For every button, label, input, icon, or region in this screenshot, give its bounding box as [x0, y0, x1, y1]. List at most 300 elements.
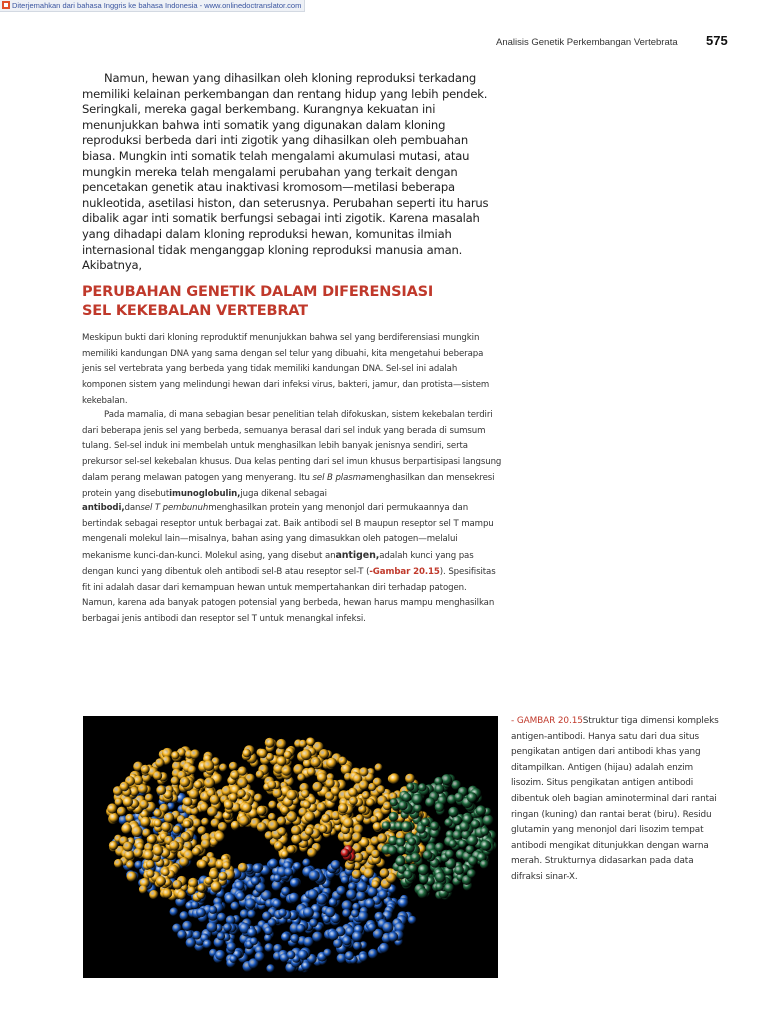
light-chain-atom — [257, 822, 267, 832]
heavy-chain-atom — [325, 907, 335, 917]
lysozyme-atom — [419, 875, 428, 884]
translator-banner-text[interactable]: Diterjemahkan dari bahasa Inggris ke bahasa Indonesia - www.onlinedoctranslator.com — [12, 1, 302, 10]
light-chain-atom — [189, 789, 200, 800]
light-chain-atom — [307, 848, 317, 858]
light-chain-atom — [140, 817, 150, 827]
light-chain-atom — [286, 790, 297, 801]
heavy-chain-atom — [382, 922, 393, 933]
heavy-chain-atom — [298, 950, 308, 960]
light-chain-atom — [371, 880, 379, 888]
light-chain-atom — [219, 764, 227, 772]
light-chain-atom — [258, 749, 267, 758]
heavy-chain-atom — [264, 927, 273, 936]
heavy-chain-atom — [180, 911, 189, 920]
page-number: 575 — [706, 33, 728, 48]
light-chain-atom — [297, 773, 305, 781]
light-chain-atom — [359, 767, 368, 776]
light-chain-atom — [183, 797, 192, 806]
heavy-chain-atom — [182, 921, 192, 931]
heavy-chain-atom — [336, 886, 346, 896]
light-chain-atom — [352, 869, 362, 879]
heavy-chain-atom — [302, 859, 310, 867]
light-chain-atom — [237, 777, 248, 788]
term-t-pembunuh: sel T pembunuh — [140, 503, 209, 513]
paragraph-3-part-3: juga dikenal sebagai — [240, 488, 327, 499]
lysozyme-atom — [460, 821, 470, 831]
term-imunoglobulin: imunoglobulin, — [169, 488, 241, 499]
light-chain-atom — [198, 860, 207, 869]
body-paragraph-1 — [82, 71, 500, 274]
heavy-chain-atom — [342, 909, 351, 918]
light-chain-atom — [218, 822, 228, 832]
light-chain-atom — [183, 820, 191, 828]
heavy-chain-atom — [293, 862, 301, 870]
lysozyme-atom — [413, 804, 422, 813]
lysozyme-atom — [445, 850, 454, 859]
light-chain-atom — [204, 777, 215, 788]
light-chain-atom — [173, 880, 183, 890]
heavy-chain-atom — [290, 878, 300, 888]
lysozyme-atom — [453, 830, 463, 840]
heavy-chain-atom — [227, 942, 237, 952]
light-chain-atom — [140, 800, 149, 809]
light-chain-atom — [291, 825, 301, 835]
light-chain-atom — [187, 887, 195, 895]
light-chain-atom — [207, 806, 218, 817]
light-chain-atom — [201, 818, 209, 826]
heavy-chain-atom — [264, 934, 272, 942]
light-chain-atom — [149, 890, 158, 899]
light-chain-atom — [205, 877, 213, 885]
heavy-chain-atom — [331, 860, 341, 870]
light-chain-atom — [132, 826, 143, 837]
light-chain-atom — [154, 809, 162, 817]
light-chain-atom — [352, 832, 362, 842]
light-chain-atom — [198, 826, 207, 835]
light-chain-atom — [146, 860, 155, 869]
light-chain-atom — [162, 868, 170, 876]
heavy-chain-atom — [203, 940, 212, 949]
light-chain-atom — [120, 782, 130, 792]
lysozyme-atom — [382, 821, 391, 830]
light-chain-atom — [188, 878, 198, 888]
lysozyme-atom — [430, 821, 439, 830]
light-chain-atom — [299, 740, 307, 748]
heavy-chain-atom — [328, 930, 338, 940]
paragraph-3-part-1: Pada mamalia, di mana sebagian besar penelitian telah difokuskan, sistem kekebalan terdiri dari beberapa jenis sel yang berbeda, semuanya berasal dari sel induk yang berada di sumsum tulang. Sel-sel induk ini membelah untuk menghasilkan lebih banyak jenisnya sendiri, serta prekursor sel-sel kekebalan khusus. Dua kelas penting dari sel imun khusus berpartisipasi langsung dalam perang melawan patogen yang menyerang. Itu — [82, 410, 502, 483]
heavy-chain-atom — [408, 916, 417, 925]
lysozyme-atom — [397, 846, 406, 855]
heavy-chain-atom — [329, 898, 338, 907]
lysozyme-atom — [435, 784, 445, 794]
heavy-chain-atom — [379, 943, 389, 953]
light-chain-atom — [380, 868, 390, 878]
heavy-chain-atom — [217, 932, 225, 940]
lysozyme-atom — [483, 815, 494, 826]
heavy-chain-atom — [356, 891, 366, 901]
heavy-chain-atom — [191, 901, 199, 909]
light-chain-atom — [124, 850, 134, 860]
heavy-chain-atom — [352, 931, 363, 942]
light-chain-atom — [277, 827, 286, 836]
light-chain-atom — [303, 801, 311, 809]
molecular-structure-image — [83, 716, 498, 978]
light-chain-atom — [317, 802, 327, 812]
light-chain-atom — [312, 782, 322, 792]
lysozyme-atom — [435, 843, 444, 852]
light-chain-atom — [121, 823, 132, 834]
light-chain-atom — [405, 774, 415, 784]
light-chain-atom — [147, 835, 156, 844]
term-antigen: antigen, — [335, 550, 380, 562]
lysozyme-atom — [418, 783, 426, 791]
light-chain-atom — [155, 758, 164, 767]
heavy-chain-atom — [312, 932, 323, 943]
light-chain-atom — [123, 797, 133, 807]
light-chain-atom — [229, 762, 238, 771]
heavy-chain-atom — [265, 943, 274, 952]
light-chain-atom — [377, 785, 386, 794]
heavy-chain-atom — [255, 952, 265, 962]
lysozyme-atom — [444, 883, 454, 893]
light-chain-atom — [281, 765, 291, 775]
light-chain-atom — [281, 806, 289, 814]
lysozyme-atom — [444, 818, 452, 826]
light-chain-atom — [126, 861, 134, 869]
lysozyme-atom — [417, 888, 428, 899]
light-chain-atom — [377, 833, 387, 843]
light-chain-atom — [231, 821, 240, 830]
lysozyme-atom — [401, 821, 412, 832]
light-chain-atom — [237, 789, 246, 798]
light-chain-atom — [303, 759, 312, 768]
heavy-chain-atom — [290, 934, 299, 943]
light-chain-atom — [162, 889, 172, 899]
lysozyme-atom — [423, 850, 433, 860]
lysozyme-atom — [441, 774, 452, 785]
paragraph-3-part-7: ). Spesifisitas fit ini adalah dasar dari kemampuan hewan untuk mempertahankan diri terhadap patogen. Namun, karena ada banyak patogen potensial yang berbeda, hewan harus mampu menghasilkan berbagai jenis antibodi dan reseptor sel T untuk menangkal infeksi. — [82, 566, 496, 624]
heavy-chain-atom — [358, 911, 369, 922]
lysozyme-atom — [388, 846, 398, 856]
light-chain-atom — [215, 832, 225, 842]
light-chain-atom — [153, 771, 162, 780]
heavy-chain-atom — [209, 906, 217, 914]
light-chain-atom — [268, 781, 277, 790]
term-b-plasma: sel B plasma — [312, 472, 367, 483]
light-chain-atom — [114, 859, 123, 868]
light-chain-atom — [171, 751, 179, 759]
lysozyme-atom — [435, 883, 443, 891]
paragraph-3-part-6: adalah kunci yang pas dengan kunci yang dibentuk oleh antibodi sel-B atau reseptor sel-T ( — [82, 551, 474, 577]
translator-banner[interactable] — [0, 0, 305, 12]
heavy-chain-atom — [365, 898, 375, 908]
light-chain-atom — [194, 780, 203, 789]
light-chain-atom — [156, 785, 166, 795]
paragraph-3-part-2: menghasilkan dan mensekresi protein yang disebut — [82, 472, 495, 499]
light-chain-atom — [273, 788, 283, 798]
lysozyme-atom — [435, 802, 445, 812]
light-chain-atom — [238, 863, 248, 873]
lysozyme-atom — [416, 824, 425, 833]
light-chain-atom — [156, 876, 166, 886]
light-chain-atom — [177, 890, 186, 899]
lysozyme-atom — [458, 840, 467, 849]
heavy-chain-atom — [341, 876, 349, 884]
heavy-chain-atom — [368, 923, 377, 932]
paragraph-1-text: Namun, hewan yang dihasilkan oleh kloning reproduksi terkadang memiliki kelainan perkembangan dan rentang hidup yang lebih pendek. Seringkali, mereka gagal berkembang. Kurangnya kekuatan ini menunjukkan bahwa inti somatik yang digunakan dalam kloning reproduksi berbeda dari inti zigotik yang dihasilkan oleh pembuahan biasa. Mungkin inti somatik telah mengalami akumulasi mutasi, atau mungkin mereka telah mengalami perubahan yang terkait dengan pencetakan genetik atau inaktivasi kromosom—metilasi beberapa nukleotida, asetilasi histon, dan seterusnya. Perubahan seperti itu harus dibalik agar inti somatik berfungsi sebagai inti zigotik. Karena masalah yang dihadapi dalam kloning reproduksi hewan, komunitas ilmiah internasional tidak menganggap kloning reproduksi manusia aman. Akibatnya, — [82, 71, 489, 273]
heavy-chain-atom — [284, 867, 293, 876]
paragraph-3-part-5: menghasilkan protein yang menonjol dari permukaannya dan bertindak sebagai reseptor untuk berbagai zat. Baik antibodi sel B maupun reseptor sel T mampu mengenali molekul lain—misalnya, bahan asing yang dimasukkan oleh patogen—melalui mekanisme kunci-dan-kunci. Molekul asing, yang disebut an — [82, 503, 494, 562]
heavy-chain-atom — [303, 907, 314, 918]
light-chain-atom — [304, 811, 315, 822]
light-chain-atom — [307, 767, 316, 776]
light-chain-atom — [338, 803, 348, 813]
light-chain-atom — [141, 765, 150, 774]
figure-reference-link[interactable]: -Gambar 20.15 — [369, 566, 440, 577]
antibody-antigen-figure — [83, 716, 498, 978]
lysozyme-atom — [480, 840, 491, 851]
light-chain-atom — [310, 757, 320, 767]
light-chain-atom — [366, 798, 375, 807]
light-chain-atom — [307, 738, 316, 747]
lysozyme-atom — [476, 805, 486, 815]
heavy-chain-atom — [268, 859, 278, 869]
lysozyme-atom — [471, 820, 480, 829]
heavy-chain-atom — [274, 874, 282, 882]
light-chain-atom — [305, 827, 314, 836]
heavy-chain-atom — [345, 951, 354, 960]
translator-logo-icon — [2, 1, 10, 9]
light-chain-atom — [154, 819, 162, 827]
heavy-chain-atom — [309, 870, 320, 881]
lysozyme-atom — [454, 865, 463, 874]
heavy-chain-atom — [262, 911, 271, 920]
light-chain-atom — [301, 790, 309, 798]
light-chain-atom — [239, 815, 250, 826]
light-chain-atom — [368, 783, 376, 791]
light-chain-atom — [123, 842, 133, 852]
heavy-chain-atom — [357, 881, 368, 892]
body-paragraph-3-continued — [82, 501, 502, 628]
lysozyme-atom — [412, 794, 423, 805]
light-chain-atom — [109, 841, 118, 850]
heavy-chain-atom — [247, 910, 256, 919]
body-paragraph-3 — [82, 408, 502, 502]
heavy-chain-atom — [231, 902, 240, 911]
lysozyme-atom — [467, 835, 478, 846]
light-chain-atom — [146, 870, 154, 878]
heavy-chain-atom — [223, 923, 232, 932]
lysozyme-atom — [408, 838, 416, 846]
light-chain-atom — [153, 846, 163, 856]
light-chain-atom — [317, 773, 327, 783]
light-chain-atom — [364, 868, 374, 878]
running-head: Analisis Genetik Perkembangan Vertebrata — [496, 37, 678, 48]
light-chain-atom — [238, 766, 247, 775]
light-chain-atom — [356, 814, 364, 822]
lysozyme-atom — [448, 807, 458, 817]
lysozyme-atom — [395, 856, 405, 866]
section-heading-line-2: SEL KEKEBALAN VERTEBRAT — [82, 303, 308, 319]
heavy-chain-atom — [251, 877, 260, 886]
heavy-chain-atom — [250, 937, 258, 945]
heavy-chain-atom — [215, 950, 225, 960]
heavy-chain-atom — [308, 889, 319, 900]
heavy-chain-atom — [252, 863, 262, 873]
light-chain-atom — [343, 818, 354, 829]
light-chain-atom — [242, 803, 252, 813]
light-chain-atom — [348, 788, 357, 797]
light-chain-atom — [254, 794, 263, 803]
heavy-chain-atom — [236, 892, 245, 901]
light-chain-atom — [256, 770, 264, 778]
light-chain-atom — [274, 841, 283, 850]
glutamine-residue-atom — [341, 848, 350, 857]
caption-text: Struktur tiga dimensi kompleks antigen-antibodi. Hanya satu dari dua situs pengikatan antigen dari antibodi khas yang ditampilkan. Antigen (hijau) adalah enzim lisozim. Situs pengikatan antigen antibodi dibentuk oleh bagian aminoterminal dari rantai ringan (kuning) dan rantai berat (biru). Residu glutamin yang menonjol dari lisozim tempat antibodi mengikat ditunjukkan dengan warna merah. Strukturnya didasarkan pada data difraksi sinar-X. — [511, 716, 719, 882]
lysozyme-atom — [396, 838, 405, 847]
section-heading-line-1: PERUBAHAN GENETIK DALAM DIFERENSIASI — [82, 284, 434, 300]
light-chain-atom — [203, 760, 214, 771]
heavy-chain-atom — [192, 931, 201, 940]
light-chain-atom — [291, 834, 301, 844]
light-chain-atom — [277, 756, 287, 766]
light-chain-atom — [359, 780, 369, 790]
light-chain-atom — [171, 776, 180, 785]
heavy-chain-atom — [196, 908, 206, 918]
heavy-chain-atom — [177, 930, 186, 939]
light-chain-atom — [268, 820, 279, 831]
light-chain-atom — [138, 784, 148, 794]
light-chain-atom — [201, 839, 211, 849]
lysozyme-atom — [390, 798, 398, 806]
light-chain-atom — [301, 749, 312, 760]
heavy-chain-atom — [217, 913, 226, 922]
light-chain-atom — [161, 822, 171, 832]
intro-paragraph: Meskipun bukti dari kloning reproduktif menunjukkan bahwa sel yang berdiferensiasi mungkin memiliki kandungan DNA yang sama dengan sel telur yang dibuahi, kita mengetahui beberapa jenis sel vertebrata yang berbeda yang tidak memiliki kandungan DNA. Sel-sel ini adalah komponen sistem yang melindungi hewan dari infeksi virus, bakteri, jamur, dan protista—sistem kekebalan. — [82, 333, 490, 406]
heavy-chain-atom — [398, 898, 408, 908]
light-chain-atom — [268, 801, 276, 809]
heavy-chain-atom — [296, 924, 305, 933]
heavy-chain-atom — [272, 899, 281, 908]
lysozyme-atom — [403, 870, 412, 879]
lysozyme-atom — [418, 864, 429, 875]
heavy-chain-atom — [207, 922, 218, 933]
lysozyme-atom — [406, 783, 414, 791]
heavy-chain-atom — [346, 889, 356, 899]
light-chain-atom — [192, 847, 201, 856]
light-chain-atom — [389, 773, 400, 784]
lysozyme-atom — [425, 797, 435, 807]
heavy-chain-atom — [287, 951, 296, 960]
light-chain-atom — [371, 850, 380, 859]
figure-caption — [511, 714, 721, 886]
lysozyme-atom — [389, 812, 399, 822]
lysozyme-atom — [411, 853, 421, 863]
light-chain-atom — [179, 857, 189, 867]
heavy-chain-atom — [245, 898, 256, 909]
light-chain-atom — [109, 813, 119, 823]
heavy-chain-atom — [278, 909, 286, 917]
term-antibodi: antibodi, — [82, 503, 125, 513]
light-chain-atom — [349, 796, 358, 805]
light-chain-atom — [265, 738, 275, 748]
light-chain-atom — [190, 749, 200, 759]
heavy-chain-atom — [170, 907, 179, 916]
lysozyme-atom — [467, 869, 476, 878]
light-chain-atom — [338, 757, 347, 766]
section-heading — [82, 283, 502, 321]
paragraph-3-part-4: dan — [124, 503, 141, 513]
light-chain-atom — [180, 777, 190, 787]
lysozyme-atom — [454, 793, 463, 802]
lysozyme-atom — [468, 856, 478, 866]
heavy-chain-atom — [266, 964, 274, 972]
light-chain-atom — [375, 763, 383, 771]
light-chain-atom — [326, 758, 337, 769]
heavy-chain-atom — [378, 890, 388, 900]
lysozyme-atom — [480, 860, 489, 869]
lysozyme-atom — [449, 840, 457, 848]
light-chain-atom — [143, 850, 154, 861]
light-chain-atom — [222, 861, 230, 869]
caption-label: - GAMBAR 20.15 — [511, 716, 583, 726]
heavy-chain-atom — [186, 938, 196, 948]
heavy-chain-atom — [302, 961, 311, 970]
heavy-chain-atom — [351, 909, 359, 917]
light-chain-atom — [268, 813, 276, 821]
heavy-chain-atom — [247, 928, 257, 938]
light-chain-atom — [188, 765, 197, 774]
light-chain-atom — [173, 826, 181, 834]
heavy-chain-atom — [359, 953, 368, 962]
heavy-chain-atom — [368, 949, 378, 959]
light-chain-atom — [224, 800, 233, 809]
heavy-chain-atom — [281, 932, 290, 941]
lysozyme-atom — [399, 801, 408, 810]
heavy-chain-atom — [353, 942, 362, 951]
lysozyme-atom — [466, 845, 475, 854]
light-chain-atom — [133, 848, 143, 858]
light-chain-atom — [287, 845, 296, 854]
lysozyme-atom — [467, 792, 477, 802]
light-chain-atom — [139, 885, 148, 894]
heavy-chain-atom — [323, 949, 331, 957]
lysozyme-atom — [435, 872, 446, 883]
light-chain-atom — [164, 813, 174, 823]
light-chain-atom — [257, 806, 267, 816]
lysozyme-atom — [480, 827, 489, 836]
light-chain-atom — [169, 841, 179, 851]
heavy-chain-atom — [342, 936, 351, 945]
light-chain-atom — [117, 807, 127, 817]
light-chain-atom — [211, 881, 222, 892]
light-chain-atom — [319, 749, 329, 759]
light-chain-atom — [127, 871, 137, 881]
heavy-chain-atom — [388, 932, 398, 942]
light-chain-atom — [107, 803, 117, 813]
light-chain-atom — [243, 749, 251, 757]
light-chain-atom — [229, 793, 238, 802]
light-chain-atom — [276, 739, 286, 749]
light-chain-atom — [325, 779, 334, 788]
heavy-chain-atom — [289, 893, 299, 903]
light-chain-atom — [210, 795, 220, 805]
light-chain-atom — [321, 814, 330, 823]
heavy-chain-atom — [230, 955, 238, 963]
light-chain-atom — [362, 791, 370, 799]
heavy-chain-atom — [309, 919, 318, 928]
light-chain-atom — [218, 872, 227, 881]
